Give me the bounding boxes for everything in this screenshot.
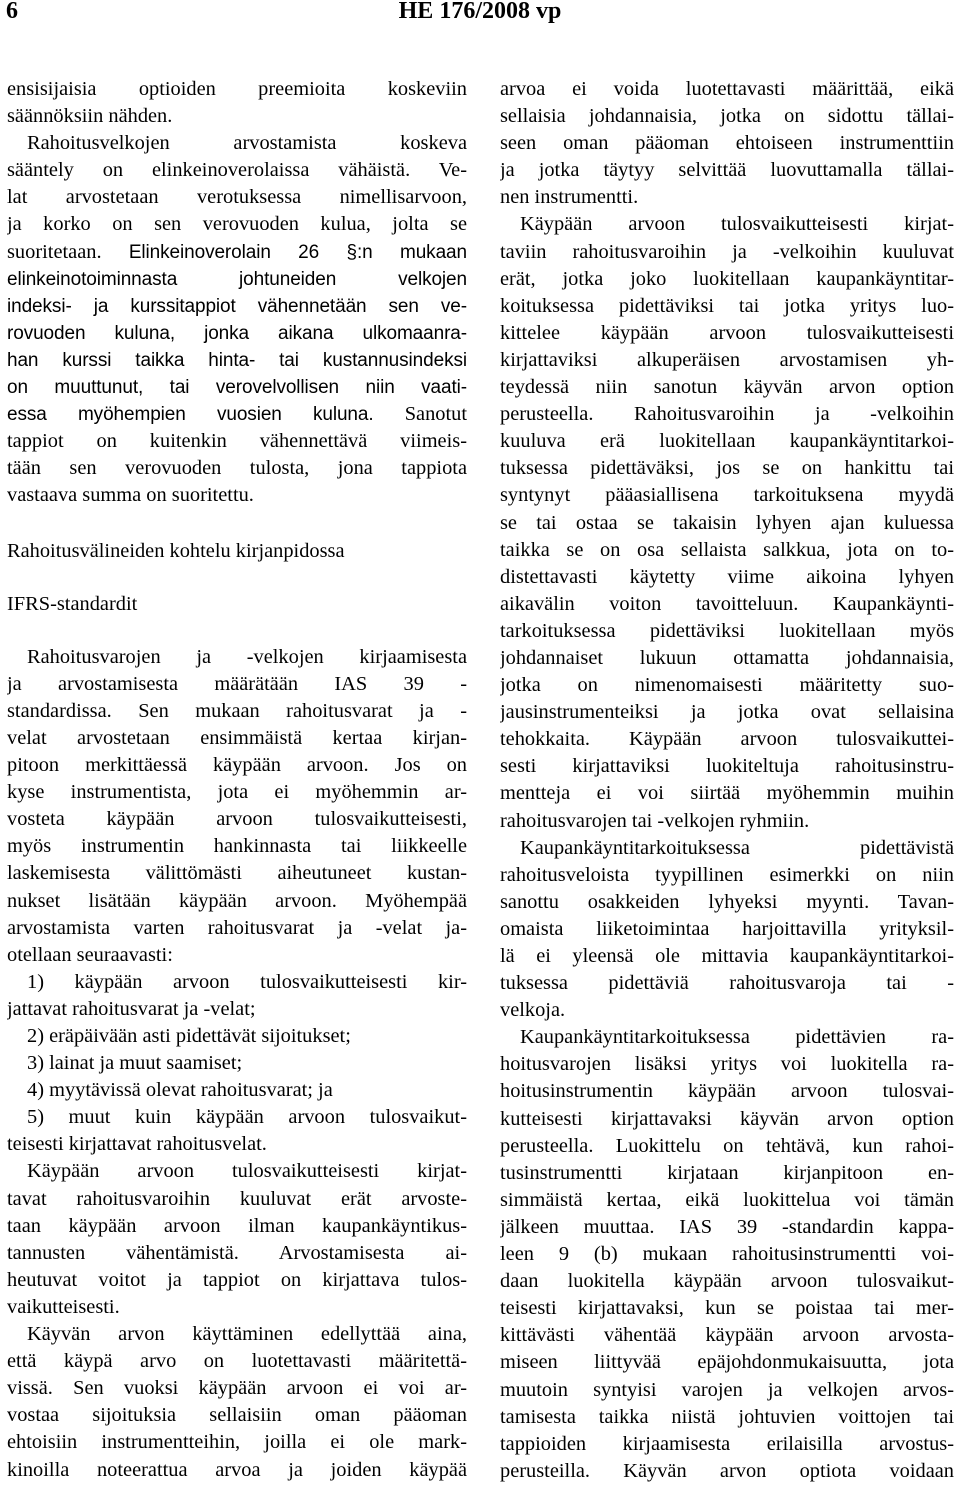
text-line: tamisesta taikka niistä johtuvien voittojen tai	[500, 1405, 954, 1428]
text-run: Elinkeinoverolain 26 §:n mukaan	[128, 241, 467, 263]
text-line: rahoitusveloista tyypillinen esimerkki on niin	[500, 863, 954, 886]
text-line: aikavälin voiton tavoitteluun. Kaupankäynti-	[500, 592, 954, 615]
text-line	[7, 239, 467, 266]
text-line: tappioiden kirjaamisesta erilaisilla arvostus-	[500, 1432, 954, 1455]
text-line: jotka on nimenomaisesti määritetty suo-	[500, 674, 954, 697]
text-line: tavat rahoitusvaroihin kuuluvat erät arvoste-	[7, 1187, 467, 1210]
text-line: seen oman pääoman ehtoiseen instrumenttiin	[500, 132, 954, 155]
text-line: johdannaiset lukuun ottamatta johdannaisia,	[500, 646, 954, 669]
text-line: ja arvostamisesta määrätään IAS 39 -	[7, 672, 467, 695]
text-line: teydessä niin sanotun käyvän arvon option	[500, 376, 954, 399]
text-line: tehokkaita. Käypään arvoon tulosvaikuttei-	[500, 728, 954, 751]
text-line: lat arvostetaan verotuksessa nimellisarvoon,	[7, 186, 467, 209]
left-paragraph-2	[7, 130, 467, 509]
text-line: mentteja ei voi siirtää myöhemmin muihin	[500, 782, 954, 805]
text-line: vaikutteisesti.	[7, 1295, 120, 1318]
text-line: vastaava summa on suoritettu.	[7, 484, 254, 507]
text-line: ja korko on sen verovuoden kulua, jolta se	[7, 213, 467, 236]
right-paragraph-1	[500, 76, 954, 211]
text-line: rovuoden kuluna, jonka aikana ulkomaanra-	[7, 322, 467, 344]
text-line: sellaisia johdannaisia, jotka on sidottu tällai-	[500, 105, 954, 128]
text-line: indeksi- ja kurssitappiot vähennetään sen ve-	[7, 295, 467, 317]
text-line: kirjattaviksi alkuperäisen arvostamisen yh-	[500, 348, 954, 371]
text-line: tappiot on kuitenkin vähennettävä viimeis-	[7, 430, 467, 453]
text-line: vostaa sijoituksia sellaisiin oman pääoman	[7, 1404, 467, 1427]
text-line: omaista liiketoimintaa harjoittavilla yrityksil-	[500, 917, 954, 940]
right-column	[500, 76, 954, 1485]
text-line: Käypään arvoon tulosvaikutteisesti kirjat-	[520, 213, 954, 236]
text-run: suoritetaan.	[7, 240, 129, 263]
text-line: taviin rahoitusvaroihin ja -velkoihin kuuluvat	[500, 240, 954, 263]
text-line: säännöksiin nähden.	[7, 105, 173, 128]
left-paragraph-1	[7, 76, 467, 130]
text-line: elinkeinotoiminnasta johtuneiden velkojen	[7, 268, 467, 290]
left-paragraph-4	[7, 1158, 467, 1321]
right-paragraph-3	[500, 835, 954, 1025]
text-line: sanottu osakkeiden lyhyeksi myynti. Tavan-	[500, 890, 954, 913]
left-column	[7, 76, 467, 1484]
text-line: tään sen verovuoden tulosta, jona tappiota	[7, 457, 467, 480]
text-line: hoitusinstrumentin käypään arvoon tulosvai-	[500, 1080, 954, 1103]
text-line: Kaupankäyntitarkoituksessa pidettävistä	[520, 836, 954, 859]
text-run: Sanotut	[373, 403, 467, 426]
text-line: erät, jotka joko luokitellaan kaupankäyntitar-	[500, 267, 954, 290]
text-line: tusinstrumentti kirjataan kirjanpitoon en-	[500, 1161, 954, 1184]
text-line: Kaupankäyntitarkoituksessa pidettävien ra-	[520, 1026, 954, 1049]
text-line: vissä. Sen vuoksi käypään arvoon ei voi ar-	[7, 1377, 467, 1400]
text-line: nukset lisätään käypään arvoon. Myöhempää	[7, 889, 467, 912]
text-line: pitoon merkittäessä käypään arvoon. Jos on	[7, 754, 467, 777]
text-line: tuksessa pidettäväksi, jos se on hankittu tai	[500, 457, 954, 480]
text-line: 4) myytävissä olevat rahoitusvarat; ja	[27, 1079, 333, 1102]
text-line: perusteilla. Käyvän arvon optiota voidaan	[500, 1459, 954, 1482]
page-number: 6	[6, 0, 18, 24]
text-line: että käypä arvo on luotettavasti määritettä-	[7, 1350, 467, 1373]
text-line: Käypään arvoon tulosvaikutteisesti kirjat-	[27, 1160, 467, 1183]
text-line: velkoja.	[500, 999, 566, 1022]
text-line: distettavasti käytetty viime aikoina lyhyen	[500, 565, 954, 588]
text-line: rahoitusvarojen tai -velkojen ryhmiin.	[500, 809, 810, 832]
text-line: vosteta käypään arvoon tulosvaikutteisesti,	[7, 808, 467, 831]
text-line: kutteisesti kirjattavaksi käyvän arvon option	[500, 1107, 954, 1130]
text-line: ehtoisiin instrumentteihin, joilla ei ole mark-	[7, 1431, 467, 1454]
text-line: velat arvostetaan ensimmäistä kertaa kirjan-	[7, 726, 467, 749]
text-line: taikka se on osa sellaista salkkua, jota on to-	[500, 538, 954, 561]
text-line: standardissa. Sen mukaan rahoitusvarat ja -	[7, 699, 467, 722]
text-line: tannusten vähentämistä. Arvostamisesta ai-	[7, 1241, 467, 1264]
text-line: 1) käypään arvoon tulosvaikutteisesti kir-	[27, 970, 467, 993]
text-line: teisesti kirjattavat rahoitusvelat.	[7, 1133, 267, 1156]
text-line: arvoa ei voida luotettavasti määrittää, eikä	[500, 78, 954, 100]
text-run: essa myöhempien vuosien kuluna.	[7, 404, 374, 426]
text-line: myös instrumentin hankinnasta tai liikkeelle	[7, 835, 467, 858]
text-line: sesti kirjattaviksi luokiteltuja rahoitusinstru-	[500, 755, 954, 778]
text-line: 3) lainat ja muut saamiset;	[27, 1052, 243, 1075]
text-line: tarkoituksessa pidettäviksi luokitellaan myös	[500, 619, 954, 642]
text-line: jattavat rahoitusvarat ja -velat;	[7, 997, 256, 1020]
text-line: perusteella. Rahoitusvaroihin ja -velkoihin	[500, 403, 954, 426]
text-line: leen 9 (b) mukaan rahoitusinstrumentti voi-	[500, 1243, 954, 1266]
text-line: sääntely on elinkeinoverolaissa vähäistä. Ve-	[7, 159, 467, 182]
text-line: otellaan seuraavasti:	[7, 943, 173, 966]
text-line: tuksessa pidettäviä rahoitusvaroja tai -	[500, 972, 954, 995]
text-line: hoitusvarojen lisäksi yritys voi luokitella ra-	[500, 1053, 954, 1076]
text-line: heutuvat voitot ja tappiot on kirjattava tulos-	[7, 1268, 467, 1291]
text-line: ja jotka täytyy selvittää luovuttamalla tällai-	[500, 159, 954, 182]
text-line: nen instrumentti.	[500, 186, 639, 209]
section-heading: Rahoitusvälineiden kohtelu kirjanpidossa	[7, 539, 345, 562]
text-line: 2) eräpäivään asti pidettävät sijoitukset;	[27, 1025, 351, 1047]
subsection-heading: IFRS-standardit	[7, 592, 138, 615]
numbered-list	[7, 969, 467, 1159]
text-line: jausinstrumenteiksi ja jotka ovat sellaisina	[500, 701, 954, 724]
text-line: laskemisesta välittömästi aiheutuneet kustan-	[7, 862, 467, 885]
text-line: se tai ostaa se takaisin lyhyen ajan kuluessa	[500, 511, 954, 534]
text-line: ensisijaisia optioiden preemioita koskeviin	[7, 78, 467, 100]
text-line: arvostamista varten rahoitusvarat ja -velat ja-	[7, 916, 467, 939]
right-paragraph-4	[500, 1024, 954, 1485]
text-line: jälkeen muuttaa. IAS 39 -standardin kappa-	[500, 1215, 954, 1238]
text-line: Käyvän arvon käyttäminen edellyttää aina,	[27, 1323, 467, 1346]
text-line: taan käypään arvoon ilman kaupankäyntikus-	[7, 1214, 467, 1237]
text-line: han kurssi taikka hinta- tai kustannusindeksi	[7, 349, 467, 371]
page-header	[0, 0, 960, 30]
text-line	[7, 401, 467, 428]
text-line: perusteella. Luokittelu on tehtävä, kun rahoi-	[500, 1134, 954, 1157]
text-line: kittävästi vähentää käypään arvoon arvosta-	[500, 1324, 954, 1347]
text-line: syntynyt pääasiallisena tarkoituksena myydä	[500, 484, 954, 507]
text-line: kuuluva erä luokitellaan kaupankäyntitarkoi-	[500, 430, 954, 453]
text-line: lä ei yleensä ole mittavia kaupankäyntitarkoi-	[500, 945, 954, 967]
text-line: Rahoitusvarojen ja -velkojen kirjaamisesta	[27, 645, 467, 668]
document-reference: HE 176/2008 vp	[398, 0, 562, 24]
text-line: koituksessa pidettäviksi tai jotka yritys luo-	[500, 294, 954, 317]
text-line: simmäistä kertaa, eikä luokittelua voi tämän	[500, 1188, 954, 1211]
text-line: kittelee käypään arvoon tulosvaikutteisesti	[500, 321, 954, 344]
text-line: Rahoitusvelkojen arvostamista koskeva	[27, 132, 467, 155]
text-line: 5) muut kuin käypään arvoon tulosvaikut-	[27, 1106, 467, 1129]
right-paragraph-2	[500, 211, 954, 834]
text-line: daan luokitella käypään arvoon tulosvaikut-	[500, 1270, 954, 1293]
text-line: teisesti kirjattavaksi, kun se poistaa tai mer-	[500, 1297, 954, 1320]
text-line: kinoilla noteerattua arvoa ja joiden käypää	[7, 1458, 467, 1481]
text-line: miseen liittyvää epäjohdonmukaisuutta, jota	[500, 1351, 954, 1374]
text-line: muutoin syntyisi varojen ja velkojen arvos-	[500, 1378, 954, 1401]
text-line: kyse instrumentista, jota ei myöhemmin ar-	[7, 781, 467, 804]
left-paragraph-3	[7, 644, 467, 969]
text-line: on muuttunut, tai verovelvollisen niin vaati-	[7, 377, 467, 399]
left-paragraph-5	[7, 1321, 467, 1484]
